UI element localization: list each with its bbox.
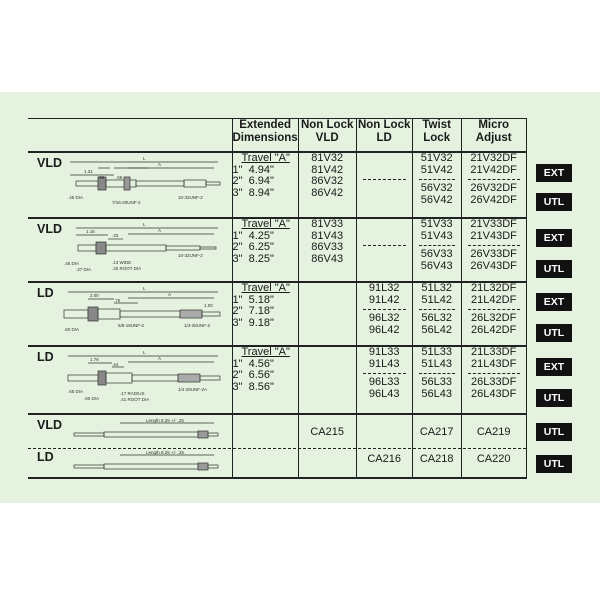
dia-label: .65 DIA <box>68 389 84 394</box>
ext-badge: EXT <box>536 293 572 311</box>
part-number: CA216 <box>367 453 401 465</box>
table-row <box>28 346 526 414</box>
micro-adjust-cell <box>461 282 526 346</box>
travel-a-label: Travel "A" <box>241 346 290 358</box>
thread-label: 10-32UNF-2 <box>178 195 203 200</box>
ext-value: 1" 5.18" <box>232 293 274 306</box>
cable-drawing <box>28 447 232 478</box>
utl-badge: UTL <box>536 389 572 407</box>
micro-adjust-cell <box>461 414 526 447</box>
rod-end-drawing <box>28 347 232 415</box>
travel-a-label: Travel "A" <box>241 218 290 230</box>
travel-label: A <box>158 356 162 361</box>
nonlock-ld-cell <box>356 346 412 414</box>
part-number: 51L43 <box>421 357 452 370</box>
group-label: LD <box>37 286 54 300</box>
extended-dimensions-cell <box>232 152 298 218</box>
utl-badge: UTL <box>536 260 572 278</box>
part-number: 51V33 <box>420 218 453 230</box>
part-number: 51V42 <box>420 163 453 176</box>
travel-label: A <box>158 162 162 167</box>
nonlock-ld-cell <box>356 447 412 478</box>
part-number: 56L42 <box>421 323 452 336</box>
rod-end-drawing <box>28 283 232 347</box>
dia-label: .45 DIA <box>68 195 84 200</box>
part-number: CA218 <box>419 453 454 465</box>
length-label: Length 8.25 +/- .25 <box>146 418 184 423</box>
drawing-cell <box>28 282 232 346</box>
table-row <box>28 282 526 346</box>
thread-label: 10-32UNF-2 <box>178 253 203 258</box>
twist-lock-cell <box>412 282 461 346</box>
part-number <box>299 454 356 466</box>
nonlock-ld-cell <box>356 218 412 282</box>
ext-value: 2" 6.94" <box>232 175 274 188</box>
extended-dimensions-cell <box>232 414 298 447</box>
dim-label: 1.76 <box>90 357 99 362</box>
extended-dimensions-header: Extended Dimensions <box>232 119 298 153</box>
nonlock-vld-header: Non Lock VLD <box>298 119 356 153</box>
utl-badge: UTL <box>536 455 572 473</box>
dim-label: .33 <box>112 233 119 238</box>
dim-label: 1.16 <box>86 229 95 234</box>
part-number: 96L32 <box>368 312 400 325</box>
part-number: 21L43DF <box>471 357 517 370</box>
row-divider <box>363 179 406 180</box>
part-number: 26V32DF <box>470 182 517 195</box>
drawing-cell <box>28 152 232 218</box>
part-number: 86V32 <box>311 175 344 188</box>
part-number: 21L42DF <box>471 293 517 306</box>
group-label: VLD <box>37 156 62 170</box>
part-number: 51V43 <box>420 229 453 242</box>
drawing-cell <box>28 447 232 478</box>
overall-length-label: L <box>143 286 146 291</box>
part-number: 26V43DF <box>470 259 517 272</box>
ext-value: 3" 8.94" <box>232 186 274 199</box>
table-row <box>28 447 526 478</box>
part-number: 91L42 <box>368 293 400 306</box>
overall-length-label: L <box>143 156 146 161</box>
twist-lock-cell <box>412 152 461 218</box>
part-number: 96L43 <box>368 387 400 400</box>
group-label: LD <box>37 450 54 464</box>
part-number: 21V33DF <box>470 218 517 230</box>
part-number: CA215 <box>310 426 344 438</box>
dia-label: .37 DIA <box>76 267 92 272</box>
part-number: 56V32 <box>420 182 453 195</box>
part-number: 21V43DF <box>470 229 517 242</box>
row-divider <box>28 448 526 449</box>
note-label: .41 ROOT DIA <box>120 397 150 402</box>
overall-length-label: L <box>143 350 146 355</box>
part-number: 21L32DF <box>471 282 517 294</box>
ext-value: 1" 4.56" <box>232 357 274 370</box>
extended-dimensions-cell <box>232 282 298 346</box>
nonlock-vld-cell <box>298 152 356 218</box>
part-number: 56V42 <box>420 193 453 206</box>
part-number: 81V32 <box>311 152 344 164</box>
part-number: 26L43DF <box>471 387 517 400</box>
part-number: 56L43 <box>421 387 452 400</box>
dim-label: 1.00 <box>204 303 213 308</box>
part-number: 86V33 <box>311 241 344 254</box>
utl-badge: UTL <box>536 193 572 211</box>
extended-dimensions-cell <box>232 218 298 282</box>
nonlock-vld-cell <box>298 218 356 282</box>
length-label: Length 8.25 +/- .25 <box>146 450 184 455</box>
twist-lock-cell <box>412 414 461 447</box>
part-number: 21V32DF <box>470 152 517 164</box>
part-number: 51V32 <box>420 152 453 164</box>
micro-adjust-header: Micro Adjust <box>461 119 526 153</box>
part-number: 26V33DF <box>470 248 517 261</box>
dim-label: 1.31 <box>84 169 93 174</box>
thread-label: 5/8-18UNF-2 <box>118 323 145 328</box>
part-number: 86V43 <box>311 252 344 265</box>
part-number: 26L32DF <box>471 312 517 325</box>
part-number: 91L33 <box>368 346 400 358</box>
part-number: 56V43 <box>420 259 453 272</box>
dia-label: .60 DIA <box>64 327 80 332</box>
dim-label: .44 <box>112 362 119 367</box>
part-number: 81V42 <box>311 163 344 176</box>
row-divider <box>363 245 406 246</box>
table-row <box>28 152 526 218</box>
drawing-cell <box>28 346 232 414</box>
nonlock-ld-cell <box>356 282 412 346</box>
twist-lock-header: Twist Lock <box>412 119 461 153</box>
nonlock-ld-cell <box>356 152 412 218</box>
ext-badge: EXT <box>536 229 572 247</box>
rod-end-drawing <box>28 153 232 219</box>
part-number: 26L33DF <box>471 376 517 389</box>
part-number: CA220 <box>476 453 511 465</box>
part-number: 51L42 <box>421 293 452 306</box>
ext-value: 3" 8.25" <box>232 252 274 265</box>
thread-label: 1/4-28UNF-2 <box>184 323 211 328</box>
group-label: LD <box>37 350 54 364</box>
ext-value: 1" 4.94" <box>232 163 274 176</box>
dia-label: .60 DIA <box>84 396 100 401</box>
rod-end-drawing <box>28 219 232 283</box>
thread-label: 7/16-20UNF-2 <box>112 200 141 205</box>
dim-label: .56 <box>98 175 105 180</box>
drawing-cell <box>28 414 232 447</box>
cable-drawing <box>28 415 232 448</box>
note-label: .13 WIDE <box>112 260 132 265</box>
thread-label: 1/4-28UNF-2A <box>178 387 208 392</box>
dia-label: .45 DIA <box>64 261 80 266</box>
part-number: 56V33 <box>420 248 453 261</box>
micro-adjust-cell <box>461 346 526 414</box>
part-number: 21L33DF <box>471 346 517 358</box>
ext-value: 2" 6.56" <box>232 369 274 382</box>
nonlock-vld-cell <box>298 346 356 414</box>
extended-dimensions-cell <box>232 346 298 414</box>
nonlock-ld-header: Non Lock LD <box>356 119 412 153</box>
note-label: .25 ROOT DIA <box>112 266 142 271</box>
part-number: 51L33 <box>421 346 452 358</box>
micro-adjust-cell <box>461 152 526 218</box>
utl-badge: UTL <box>536 324 572 342</box>
ext-value: 1" 4.25" <box>232 229 274 242</box>
ext-value: 3" 8.56" <box>232 380 274 393</box>
drawing-col-header <box>28 119 232 153</box>
ext-value: 3" 9.18" <box>232 316 274 329</box>
note-label: .17 RADIUS <box>120 391 145 396</box>
utl-badge: UTL <box>536 423 572 441</box>
ext-badge: EXT <box>536 358 572 376</box>
part-number: 26V42DF <box>470 193 517 206</box>
group-label: VLD <box>37 222 62 236</box>
part-number: 86V42 <box>311 186 344 199</box>
extended-dimensions-cell <box>232 447 298 478</box>
part-number: 56L32 <box>421 312 452 325</box>
group-label: VLD <box>37 418 62 432</box>
micro-adjust-cell <box>461 447 526 478</box>
nonlock-ld-cell <box>356 414 412 447</box>
drawing-cell <box>28 218 232 282</box>
part-number: 56L33 <box>421 376 452 389</box>
travel-a-label: Travel "A" <box>241 282 290 294</box>
nonlock-vld-cell <box>298 414 356 447</box>
ext-value: 2" 7.18" <box>232 305 274 318</box>
travel-a-label: Travel "A" <box>241 152 290 164</box>
travel-label: A <box>158 228 162 233</box>
nonlock-vld-cell <box>298 282 356 346</box>
part-number: CA219 <box>476 426 511 438</box>
part-number <box>357 427 412 439</box>
micro-adjust-cell <box>461 218 526 282</box>
table-row <box>28 218 526 282</box>
part-number: 51L32 <box>421 282 452 294</box>
part-number: 81V33 <box>311 218 344 230</box>
part-number: 96L33 <box>368 376 400 389</box>
dim-label: 2.00 <box>90 293 99 298</box>
part-number: 81V43 <box>311 229 344 242</box>
twist-lock-cell <box>412 218 461 282</box>
part-number: 26L42DF <box>471 323 517 336</box>
nonlock-vld-cell <box>298 447 356 478</box>
travel-label: A <box>168 292 172 297</box>
ext-badge: EXT <box>536 164 572 182</box>
dim-label: .75 <box>114 298 121 303</box>
dim-label: .56 <box>116 175 123 180</box>
ext-value: 2" 6.25" <box>232 241 274 254</box>
part-number: 96L42 <box>368 323 400 336</box>
twist-lock-cell <box>412 447 461 478</box>
table-row <box>28 414 526 447</box>
twist-lock-cell <box>412 346 461 414</box>
part-number: 91L32 <box>368 282 400 294</box>
part-number: 21V42DF <box>470 163 517 176</box>
cable-spec-table <box>28 118 527 479</box>
part-number: CA217 <box>419 426 454 438</box>
part-number: 91L43 <box>368 357 400 370</box>
overall-length-label: L <box>143 222 146 227</box>
